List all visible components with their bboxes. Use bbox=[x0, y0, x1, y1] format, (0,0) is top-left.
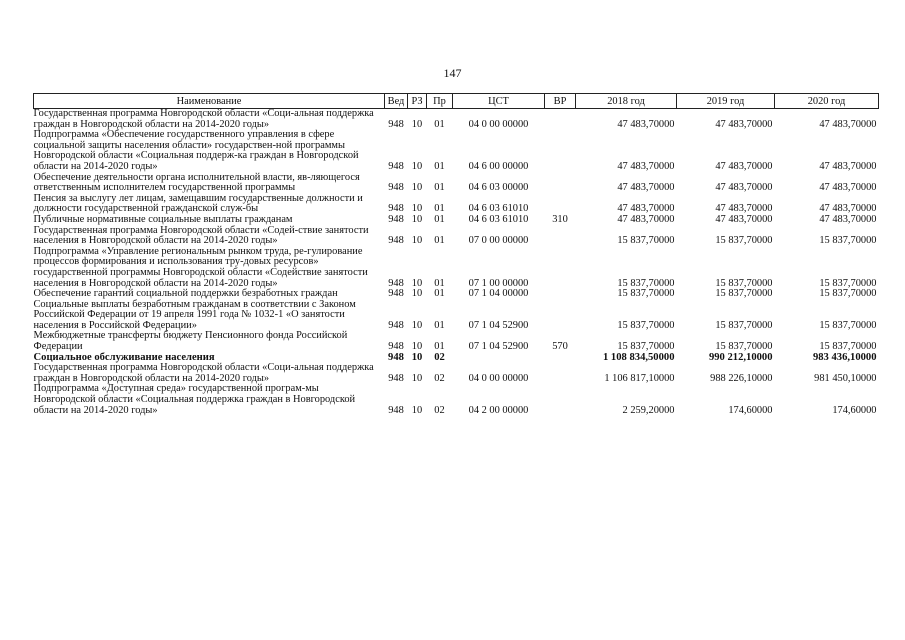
cell-2018: 1 106 817,10000 bbox=[604, 372, 675, 384]
cell-vr bbox=[545, 384, 576, 416]
cell-2019: 174,60000 bbox=[728, 404, 773, 416]
cell-pr: 01 bbox=[434, 319, 445, 331]
cell-2019: 15 837,70000 bbox=[715, 235, 773, 247]
cell-2018: 1 108 834,50000 bbox=[602, 351, 675, 363]
table-row bbox=[34, 384, 879, 416]
cell-vr bbox=[545, 130, 576, 172]
cell-ved: 948 bbox=[388, 404, 404, 416]
cell-ved: 948 bbox=[388, 288, 404, 300]
cell-pr: 01 bbox=[434, 277, 445, 289]
table-row bbox=[34, 215, 879, 226]
table-row bbox=[34, 173, 879, 194]
cell-pr: 01 bbox=[434, 160, 445, 172]
cell-2018: 15 837,70000 bbox=[617, 277, 675, 289]
cell-2020: 47 483,70000 bbox=[819, 118, 877, 130]
cell-pr: 01 bbox=[434, 203, 445, 215]
cell-cst: 07 0 00 00000 bbox=[468, 235, 529, 247]
cell-name: Публичные нормативные социальные выплаты гражданам bbox=[33, 213, 293, 225]
header-ved: Вед bbox=[385, 94, 408, 109]
cell-rz: 10 bbox=[411, 182, 423, 194]
cell-2020: 47 483,70000 bbox=[819, 182, 877, 194]
cell-ved: 948 bbox=[388, 277, 404, 289]
cell-cst: 07 1 00 00000 bbox=[468, 277, 529, 289]
cell-vr: 310 bbox=[552, 213, 568, 225]
cell-vr bbox=[545, 353, 576, 364]
cell-vr bbox=[545, 247, 576, 289]
cell-cst: 04 6 00 00000 bbox=[468, 160, 529, 172]
cell-2019: 15 837,70000 bbox=[715, 319, 773, 331]
table-row bbox=[34, 300, 879, 332]
cell-rz: 10 bbox=[411, 404, 423, 416]
cell-2019: 47 483,70000 bbox=[715, 213, 773, 225]
cell-name: Государственная программа Новгородской области «Содей-ствие занятости населения в Новгородской области на 2014-2020 годы» bbox=[33, 224, 369, 247]
budget-table bbox=[33, 93, 879, 416]
cell-ved: 948 bbox=[388, 118, 404, 130]
cell-name: Межбюджетные трансферты бюджету Пенсионного фонда Российской Федерации bbox=[33, 330, 348, 353]
cell-rz: 10 bbox=[411, 235, 423, 247]
cell-pr: 01 bbox=[434, 288, 445, 300]
cell-cst: 07 1 04 00000 bbox=[468, 288, 529, 300]
cell-rz: 10 bbox=[411, 351, 423, 363]
header-2019: 2019 год bbox=[677, 94, 775, 109]
table-header-row bbox=[34, 94, 879, 109]
table-row bbox=[34, 194, 879, 215]
cell-2018: 15 837,70000 bbox=[617, 235, 675, 247]
cell-2018: 2 259,20000 bbox=[622, 404, 675, 416]
cell-pr: 02 bbox=[434, 351, 445, 363]
cell-vr bbox=[545, 109, 576, 131]
cell-name: Социальное обслуживание населения bbox=[33, 351, 215, 363]
cell-cst: 04 6 03 61010 bbox=[468, 213, 529, 225]
cell-vr bbox=[545, 289, 576, 300]
cell-name: Подпрограмма «Доступная среда» государственной програм-мы Новгородской области «Социальная поддержка граждан в Новгородской области на 2014-2020 годы» bbox=[33, 383, 356, 416]
cell-ved: 948 bbox=[388, 160, 404, 172]
cell-2018: 47 483,70000 bbox=[617, 118, 675, 130]
cell-ved: 948 bbox=[388, 372, 404, 384]
cell-ved: 948 bbox=[388, 182, 404, 194]
cell-name: Обеспечение гарантий социальной поддержки безработных граждан bbox=[33, 288, 338, 300]
header-pr: Пр bbox=[427, 94, 453, 109]
cell-2019: 15 837,70000 bbox=[715, 277, 773, 289]
table-row bbox=[34, 363, 879, 384]
cell-cst: 04 0 00 00000 bbox=[468, 372, 529, 384]
header-name: Наименование bbox=[34, 94, 385, 109]
cell-vr: 570 bbox=[552, 341, 568, 353]
table-row bbox=[34, 226, 879, 247]
cell-ved: 948 bbox=[388, 203, 404, 215]
page-number: 147 bbox=[443, 66, 462, 80]
cell-vr bbox=[545, 194, 576, 215]
cell-2020: 15 837,70000 bbox=[819, 341, 877, 353]
cell-vr bbox=[545, 300, 576, 332]
cell-2020: 15 837,70000 bbox=[819, 288, 877, 300]
cell-vr bbox=[545, 173, 576, 194]
cell-vr bbox=[545, 226, 576, 247]
cell-cst: 04 2 00 00000 bbox=[468, 404, 529, 416]
cell-pr: 01 bbox=[434, 235, 445, 247]
cell-rz: 10 bbox=[411, 319, 423, 331]
cell-2020: 15 837,70000 bbox=[819, 277, 877, 289]
header-2018: 2018 год bbox=[576, 94, 677, 109]
cell-2019: 47 483,70000 bbox=[715, 203, 773, 215]
cell-2019: 15 837,70000 bbox=[715, 341, 773, 353]
header-vr: ВР bbox=[545, 94, 576, 109]
cell-rz: 10 bbox=[411, 277, 423, 289]
cell-cst: 07 1 04 52900 bbox=[468, 319, 529, 331]
cell-name: Подпрограмма «Обеспечение государственного управления в сфере социальной защиты населения области» государствен-ной программы Новгородской области «Социальная поддерж-ка граждан в Новгородской области на 2014-2020 годы» bbox=[33, 129, 359, 172]
cell-ved: 948 bbox=[388, 213, 404, 225]
cell-2018: 47 483,70000 bbox=[617, 213, 675, 225]
cell-2018: 47 483,70000 bbox=[617, 160, 675, 172]
cell-name: Государственная программа Новгородской области «Соци-альная поддержка граждан в Новгородской области на 2014-2020 годы» bbox=[33, 362, 374, 384]
cell-pr: 01 bbox=[434, 182, 445, 194]
cell-pr: 01 bbox=[434, 118, 445, 130]
cell-cst: 04 0 00 00000 bbox=[468, 118, 529, 130]
table-row bbox=[34, 331, 879, 352]
cell-2019: 15 837,70000 bbox=[715, 288, 773, 300]
cell-2020: 15 837,70000 bbox=[819, 235, 877, 247]
cell-2020: 47 483,70000 bbox=[819, 160, 877, 172]
cell-2018: 15 837,70000 bbox=[617, 288, 675, 300]
header-rz: РЗ bbox=[408, 94, 427, 109]
cell-rz: 10 bbox=[411, 372, 423, 384]
cell-ved: 948 bbox=[388, 319, 404, 331]
table-row bbox=[34, 130, 879, 172]
cell-name: Социальные выплаты безработным гражданам в соответствии с Законом Российской Федерации от 19 апреля 1991 года № 1032-1 «О занятости населения в Российской Федерации» bbox=[33, 298, 356, 331]
cell-2019: 47 483,70000 bbox=[715, 160, 773, 172]
table-row bbox=[34, 109, 879, 131]
cell-2018: 47 483,70000 bbox=[617, 182, 675, 194]
cell-2020: 174,60000 bbox=[832, 404, 877, 416]
cell-rz: 10 bbox=[411, 288, 423, 300]
cell-cst: 04 6 03 00000 bbox=[468, 182, 529, 194]
cell-cst: 04 6 03 61010 bbox=[468, 203, 529, 215]
cell-name: Пенсия за выслугу лет лицам, замещавшим государственные должности и должности государственной гражданской служ-бы bbox=[33, 192, 363, 215]
cell-cst: 07 1 04 52900 bbox=[468, 341, 529, 353]
cell-2018: 47 483,70000 bbox=[617, 203, 675, 215]
header-cst: ЦСТ bbox=[453, 94, 545, 109]
cell-rz: 10 bbox=[411, 213, 423, 225]
cell-2020: 983 436,10000 bbox=[812, 351, 877, 363]
header-2020: 2020 год bbox=[775, 94, 879, 109]
cell-ved: 948 bbox=[388, 235, 404, 247]
cell-2019: 47 483,70000 bbox=[715, 182, 773, 194]
cell-2020: 981 450,10000 bbox=[814, 372, 877, 384]
cell-2020: 47 483,70000 bbox=[819, 213, 877, 225]
cell-ved: 948 bbox=[388, 351, 404, 363]
table-row bbox=[34, 247, 879, 289]
cell-rz: 10 bbox=[411, 118, 423, 130]
cell-pr: 01 bbox=[434, 341, 445, 353]
cell-pr: 02 bbox=[434, 404, 445, 416]
cell-name: Обеспечение деятельности органа исполнительной власти, яв-ляющегося ответственным исполнителем государственной программы bbox=[33, 171, 360, 194]
cell-2020: 15 837,70000 bbox=[819, 319, 877, 331]
cell-rz: 10 bbox=[411, 160, 423, 172]
cell-2018: 15 837,70000 bbox=[617, 341, 675, 353]
cell-name: Государственная программа Новгородской области «Соци-альная поддержка граждан в Новгородской области на 2014-2020 годы» bbox=[33, 108, 374, 130]
cell-cst bbox=[453, 353, 545, 364]
cell-rz: 10 bbox=[411, 203, 423, 215]
cell-2019: 990 212,10000 bbox=[708, 351, 773, 363]
cell-2019: 47 483,70000 bbox=[715, 118, 773, 130]
cell-2020: 47 483,70000 bbox=[819, 203, 877, 215]
cell-2019: 988 226,10000 bbox=[710, 372, 773, 384]
cell-vr bbox=[545, 363, 576, 384]
cell-ved: 948 bbox=[388, 341, 404, 353]
cell-name: Подпрограмма «Управление региональным рынком труда, ре-гулирование процессов формирования и использования тру-довых ресурсов» государственной программы Новгородской области «Содействие занятости населения в Новгородской области на 2014-2020 годы» bbox=[33, 245, 368, 289]
cell-pr: 02 bbox=[434, 372, 445, 384]
cell-pr: 01 bbox=[434, 213, 445, 225]
cell-2018: 15 837,70000 bbox=[617, 319, 675, 331]
cell-rz: 10 bbox=[411, 341, 423, 353]
